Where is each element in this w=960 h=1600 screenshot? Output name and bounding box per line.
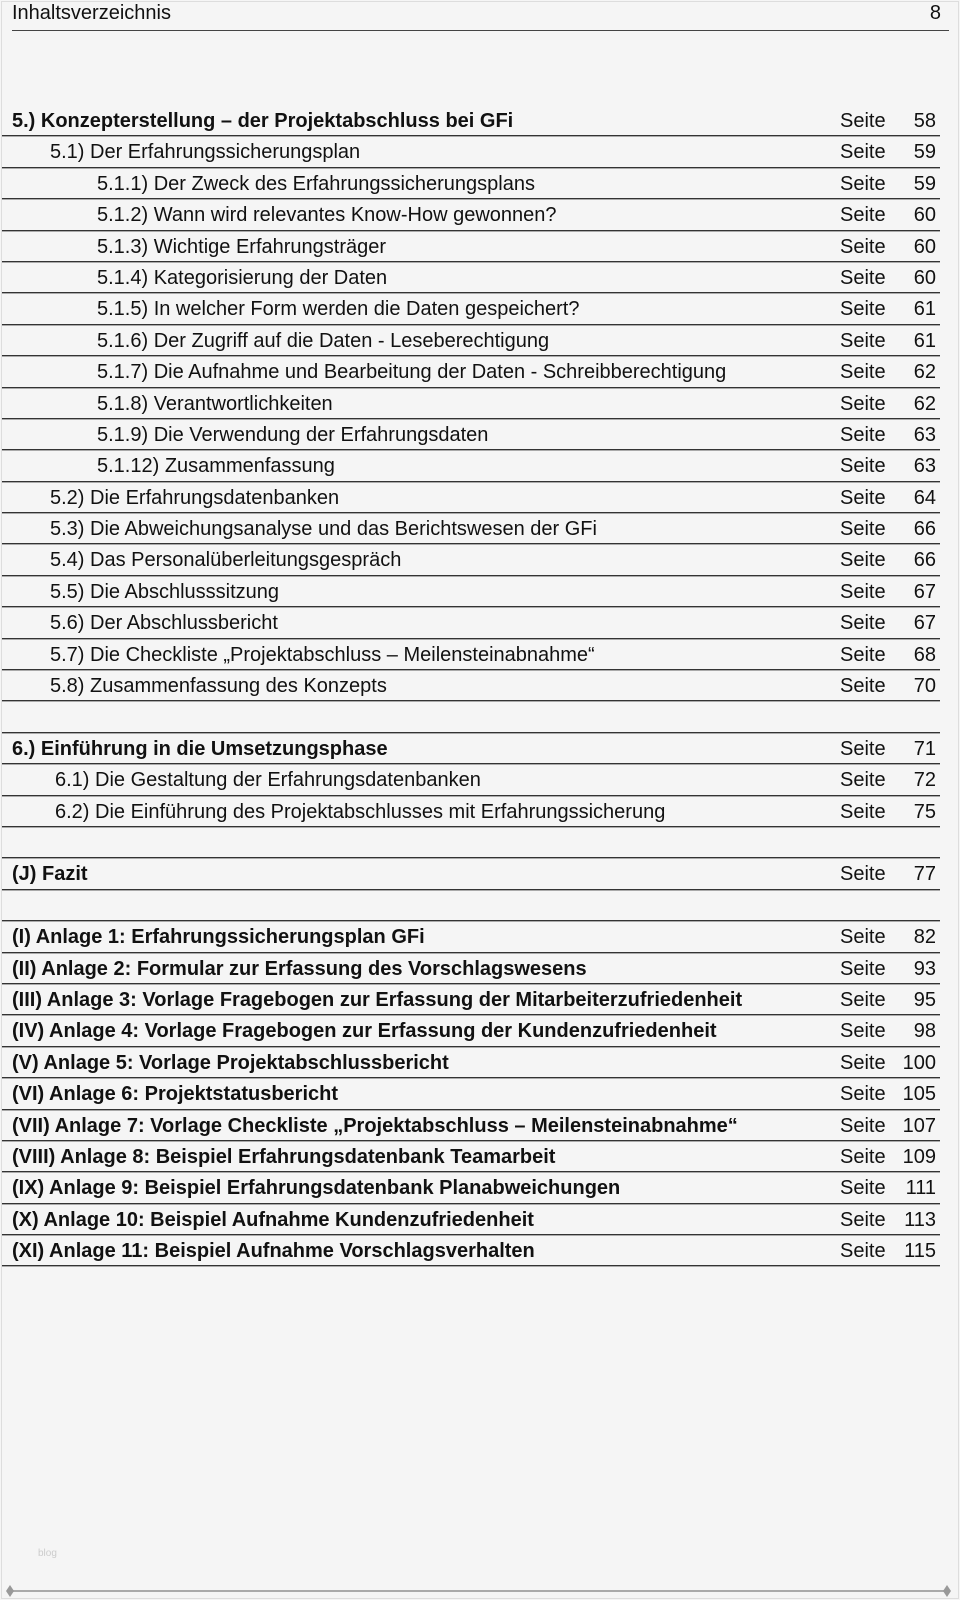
toc-seite-label: Seite [840, 204, 886, 227]
toc-seite-label: Seite [840, 549, 886, 572]
toc-page-number: 93 [913, 957, 936, 980]
toc-entry[interactable] [2, 1174, 940, 1203]
toc-entry[interactable] [2, 233, 940, 262]
toc-entry[interactable] [2, 1112, 940, 1141]
toc-page-number: 107 [902, 1114, 936, 1137]
toc-entry-title: (III) Anlage 3: Vorlage Fragebogen zur Erfassung der Mitarbeiterzufriedenheit [12, 988, 743, 1011]
toc-entry[interactable] [2, 515, 940, 544]
toc-entry-title: 5.1.3) Wichtige Erfahrungsträger [97, 235, 387, 258]
toc-page-number: 62 [913, 392, 936, 415]
toc-seite-label: Seite [840, 1240, 886, 1263]
toc-entry[interactable] [2, 986, 940, 1015]
toc-seite-label: Seite [840, 1020, 886, 1043]
toc-entry[interactable] [2, 484, 940, 513]
toc-entry[interactable] [2, 138, 940, 167]
toc-entry-title: 5.4) Das Personalüberleitungsgespräch [50, 549, 402, 572]
toc-entry-title: 5.1.12) Zusammenfassung [97, 455, 335, 478]
toc-seite-label: Seite [840, 800, 886, 823]
toc-seite-label: Seite [840, 392, 886, 415]
toc-seite-label: Seite [840, 612, 886, 635]
toc-entry-title: 5.1) Der Erfahrungssicherungsplan [50, 141, 361, 164]
bottom-rule [10, 1590, 946, 1592]
toc-spacer-row [2, 829, 940, 858]
toc-page-number: 61 [913, 329, 936, 352]
toc-page-number: 111 [905, 1177, 936, 1200]
toc-entry[interactable] [2, 421, 940, 450]
toc-entry[interactable] [2, 798, 940, 827]
toc-entry-title: (XI) Anlage 11: Beispiel Aufnahme Vorschlagsverhalten [12, 1240, 535, 1263]
toc-entry[interactable] [2, 201, 940, 230]
toc-seite-label: Seite [840, 172, 886, 195]
toc-seite-label: Seite [840, 1083, 886, 1106]
toc-entry[interactable] [2, 264, 940, 293]
toc-page-number: 67 [913, 612, 936, 635]
toc-page-number: 82 [913, 926, 936, 949]
watermark: blog [38, 1548, 57, 1559]
toc-page-number: 66 [913, 549, 936, 572]
toc-page-number: 59 [913, 141, 936, 164]
toc-page-number: 62 [913, 361, 936, 384]
toc-entry[interactable] [2, 358, 940, 387]
toc-entry-title: 5.1.1) Der Zweck des Erfahrungssicherungsplans [97, 172, 535, 195]
toc-seite-label: Seite [840, 737, 886, 760]
page-header [12, 0, 949, 31]
table-of-contents [2, 107, 940, 1268]
toc-entry[interactable] [2, 735, 940, 764]
toc-entry[interactable] [2, 390, 940, 419]
toc-entry[interactable] [2, 641, 940, 670]
toc-page-number: 64 [913, 486, 936, 509]
toc-entry-title: 5.1.9) Die Verwendung der Erfahrungsdaten [97, 423, 489, 446]
toc-entry-title: 6.) Einführung in die Umsetzungsphase [12, 737, 388, 760]
toc-seite-label: Seite [840, 110, 886, 132]
toc-entry-title: 5.5) Die Abschlusssitzung [50, 580, 280, 603]
toc-entry-title: 5.7) Die Checkliste „Projektabschluss – Meilensteinabnahme“ [50, 643, 595, 666]
toc-page-number: 66 [913, 518, 936, 541]
toc-page-number: 61 [913, 298, 936, 321]
toc-page-number: 60 [913, 235, 936, 258]
toc-page-number: 109 [902, 1145, 936, 1168]
toc-seite-label: Seite [840, 141, 886, 164]
toc-seite-label: Seite [840, 298, 886, 321]
toc-page-number: 95 [913, 988, 936, 1011]
toc-entry[interactable] [2, 1080, 940, 1109]
toc-entry[interactable] [2, 170, 940, 199]
toc-entry-title: (I) Anlage 1: Erfahrungssicherungsplan GFi [12, 926, 425, 949]
toc-entry[interactable] [2, 327, 940, 356]
toc-page-number: 63 [913, 455, 936, 478]
toc-page-number: 59 [913, 172, 936, 195]
toc-entry-title: (II) Anlage 2: Formular zur Erfassung des Vorschlagswesens [12, 957, 587, 980]
toc-entry-title: (IX) Anlage 9: Beispiel Erfahrungsdatenbank Planabweichungen [12, 1177, 621, 1200]
toc-entry[interactable] [2, 1017, 940, 1046]
toc-page-number: 113 [904, 1208, 936, 1231]
toc-entry-title: 6.2) Die Einführung des Projektabschlusses mit Erfahrungssicherung [55, 800, 666, 823]
toc-page-number: 77 [913, 863, 936, 886]
toc-seite-label: Seite [840, 361, 886, 384]
toc-entry-title: 6.1) Die Gestaltung der Erfahrungsdatenbanken [55, 769, 481, 792]
toc-entry-title: (VI) Anlage 6: Projektstatusbericht [12, 1083, 338, 1106]
toc-page-number: 63 [913, 423, 936, 446]
toc-seite-label: Seite [840, 423, 886, 446]
toc-seite-label: Seite [840, 266, 886, 289]
toc-page-number: 98 [913, 1020, 936, 1043]
toc-seite-label: Seite [840, 1208, 886, 1231]
toc-seite-label: Seite [840, 486, 886, 509]
toc-entry[interactable] [2, 1237, 940, 1266]
toc-seite-label: Seite [840, 329, 886, 352]
toc-entry-title: (VII) Anlage 7: Vorlage Checkliste „Projektabschluss – Meilensteinabnahme“ [12, 1114, 738, 1137]
toc-entry[interactable] [2, 766, 940, 795]
toc-seite-label: Seite [840, 769, 886, 792]
toc-page-number: 60 [913, 266, 936, 289]
toc-entry-title: 5.1.6) Der Zugriff auf die Daten - Leseberechtigung [97, 329, 550, 352]
toc-entry-title: 5.3) Die Abweichungsanalyse und das Berichtswesen der GFi [50, 518, 597, 541]
toc-entry[interactable] [2, 578, 940, 607]
toc-entry[interactable] [2, 452, 940, 481]
toc-entry-title: 5.1.8) Verantwortlichkeiten [97, 392, 333, 415]
toc-page-number: 70 [913, 675, 936, 698]
toc-page-number: 75 [913, 800, 936, 823]
toc-entry-title: 5.) Konzepterstellung – der Projektabschluss bei GFi [12, 110, 514, 132]
toc-seite-label: Seite [840, 643, 886, 666]
toc-page-number: 67 [913, 580, 936, 603]
toc-seite-label: Seite [840, 1145, 886, 1168]
toc-seite-label: Seite [840, 1177, 886, 1200]
toc-entry[interactable] [2, 1206, 940, 1235]
toc-entry[interactable] [2, 672, 940, 701]
toc-seite-label: Seite [840, 1114, 886, 1137]
toc-page-number: 71 [913, 737, 936, 760]
toc-entry-title: 5.8) Zusammenfassung des Konzepts [50, 675, 387, 698]
header-page-number: 8 [929, 2, 941, 24]
toc-seite-label: Seite [840, 863, 886, 886]
toc-page-number: 100 [902, 1051, 936, 1074]
toc-seite-label: Seite [840, 235, 886, 258]
header-title: Inhaltsverzeichnis [12, 2, 171, 24]
toc-entry[interactable] [2, 295, 940, 324]
toc-entry[interactable] [2, 955, 940, 984]
toc-page-number: 72 [913, 769, 936, 792]
toc-entry[interactable] [2, 860, 940, 889]
toc-seite-label: Seite [840, 926, 886, 949]
toc-entry-title: (X) Anlage 10: Beispiel Aufnahme Kundenzufriedenheit [12, 1208, 534, 1231]
toc-entry-title: 5.1.5) In welcher Form werden die Daten gespeichert? [97, 298, 580, 321]
toc-page-number: 105 [902, 1083, 936, 1106]
toc-seite-label: Seite [840, 988, 886, 1011]
toc-entry-title: (IV) Anlage 4: Vorlage Fragebogen zur Erfassung der Kundenzufriedenheit [12, 1020, 717, 1043]
toc-entry-title: 5.1.7) Die Aufnahme und Bearbeitung der Daten - Schreibberechtigung [97, 361, 727, 384]
toc-entry-title: 5.1.4) Kategorisierung der Daten [97, 266, 388, 289]
toc-entry-title: (VIII) Anlage 8: Beispiel Erfahrungsdatenbank Teamarbeit [12, 1145, 556, 1168]
toc-seite-label: Seite [840, 518, 886, 541]
toc-seite-label: Seite [840, 675, 886, 698]
toc-entry[interactable] [2, 609, 940, 638]
toc-entry-title: 5.2) Die Erfahrungsdatenbanken [50, 486, 340, 509]
toc-page-number: 68 [913, 643, 936, 666]
toc-page-number: 115 [904, 1240, 936, 1263]
toc-page-number: 60 [913, 204, 936, 227]
toc-entry[interactable] [2, 546, 940, 575]
toc-seite-label: Seite [840, 1051, 886, 1074]
toc-entry-title: (J) Fazit [12, 863, 88, 886]
toc-spacer-row [2, 703, 940, 732]
toc-page-number: 58 [913, 110, 936, 132]
toc-entry-title: 5.1.2) Wann wird relevantes Know-How gewonnen? [97, 204, 557, 227]
toc-spacer-row [2, 892, 940, 921]
toc-seite-label: Seite [840, 580, 886, 603]
toc-entry[interactable] [2, 107, 940, 136]
toc-entry[interactable] [2, 923, 940, 952]
toc-seite-label: Seite [840, 957, 886, 980]
toc-entry[interactable] [2, 1143, 940, 1172]
toc-entry[interactable] [2, 1049, 940, 1078]
toc-entry-title: 5.6) Der Abschlussbericht [50, 612, 278, 635]
toc-seite-label: Seite [840, 455, 886, 478]
toc-entry-title: (V) Anlage 5: Vorlage Projektabschlussbericht [12, 1051, 449, 1074]
